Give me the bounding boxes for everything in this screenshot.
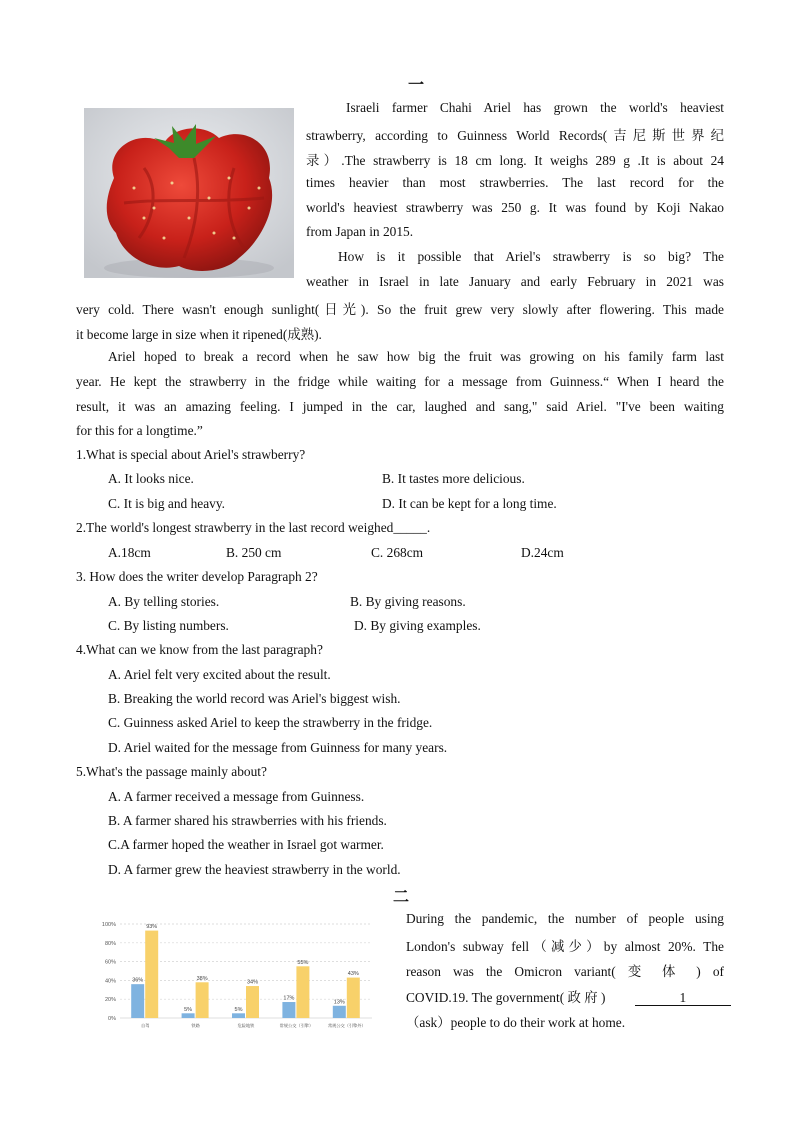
q5-option-b: B. A farmer shared his strawberries with his friends.: [108, 813, 387, 828]
para1-line: world's heaviest strawberry was 250 g. It was found by Koji Nakao: [306, 200, 724, 215]
para2-line: it become large in size when it ripened(成熟).: [76, 327, 322, 342]
question-5: 5.What's the passage mainly about?: [76, 764, 267, 779]
para2-line: How is it possible that Ariel's strawberry is so big? The: [338, 249, 724, 264]
para3-line: for this for a longtime.”: [76, 423, 203, 438]
q2-option-c: C. 268cm: [371, 545, 424, 560]
data-label: 93%: [146, 924, 158, 931]
question-1: 1.What is special about Ariel's strawberry?: [76, 447, 306, 462]
para1-line: strawberry, according to Guinness World Records(吉尼斯世界纪: [306, 128, 724, 143]
data-label: 43%: [347, 971, 359, 978]
section-marker-2: 二: [393, 889, 410, 906]
para3-line: year. He kept the strawberry in the fridge while waiting for a message from Guinness.“ When I heard the: [76, 374, 724, 389]
y-tick-label: 40%: [104, 978, 116, 985]
q3-option-d: D. By giving examples.: [354, 618, 481, 633]
para1-line: Israeli farmer Chahi Ariel has grown the world's heaviest: [346, 100, 724, 115]
q3-option-c: C. By listing numbers.: [108, 618, 229, 633]
para3-line: result, it was an amazing feeling. I jumped in the car, laughed and sang," said Ariel. "I've been waiting: [76, 399, 724, 414]
q2-option-b: B. 250 cm: [226, 545, 282, 560]
y-tick-label: 60%: [104, 959, 116, 966]
q1-option-b: B. It tastes more delicious.: [382, 471, 525, 486]
bar: [196, 982, 209, 1018]
para2-line: very cold. There wasn't enough sunlight(日光). So the fruit grew very slowly after flowering. This made: [76, 302, 724, 317]
data-label: 13%: [333, 999, 345, 1006]
bar: [296, 966, 309, 1018]
para1-line: times heavier than most strawberries. The last record for the: [306, 175, 724, 190]
q3-option-b: B. By giving reasons.: [350, 594, 466, 609]
data-label: 34%: [246, 979, 259, 986]
q4-option-a: A. Ariel felt very excited about the result.: [108, 667, 331, 682]
section2-line-4-text: COVID.19. The government( 政 府 ): [406, 990, 606, 1005]
section-marker-1: 一: [408, 77, 425, 94]
q4-option-d: D. Ariel waited for the message from Guinness for many years.: [108, 740, 448, 755]
strawberry-photo: [84, 108, 294, 278]
data-label: 36%: [132, 977, 144, 984]
q1-option-a: A. It looks nice.: [108, 471, 194, 486]
q5-option-d: D. A farmer grew the heaviest strawberry in the world.: [108, 862, 401, 877]
para3-line: Ariel hoped to break a record when he saw how big the fruit was growing on his family farm last: [108, 349, 724, 364]
y-tick-label: 0%: [108, 1016, 116, 1022]
y-tick-label: 80%: [104, 940, 116, 947]
section2-line-4: [406, 987, 762, 1006]
strawberry-image: [84, 108, 294, 278]
data-label: 5%: [184, 1006, 193, 1013]
question-4: 4.What can we know from the last paragraph?: [76, 642, 323, 657]
bar: [282, 1002, 295, 1018]
bar: [182, 1013, 195, 1018]
bar: [246, 986, 259, 1018]
x-tick-label: 常规公交（引擎）: [279, 1023, 314, 1028]
x-tick-label: 自驾: [141, 1023, 150, 1028]
data-label: 5%: [234, 1006, 243, 1013]
section2-line: reason was the Omicron variant( 变 体 ) of: [406, 964, 724, 979]
x-tick-label: 常规公交（引擎外）: [327, 1023, 366, 1028]
bar: [145, 931, 158, 1018]
para1-line: from Japan in 2015.: [306, 224, 414, 239]
q2-option-d: D.24cm: [521, 545, 564, 560]
q1-option-d: D. It can be kept for a long time.: [382, 496, 557, 511]
para2-line: weather in Israel in late January and early February in 2021 was: [306, 274, 724, 289]
q4-option-b: B. Breaking the world record was Ariel's biggest wish.: [108, 691, 401, 706]
x-tick-label: 危险地铁: [237, 1023, 255, 1028]
data-label: 55%: [297, 959, 309, 966]
q3-option-a: A. By telling stories.: [108, 594, 220, 609]
q2-option-a: A.18cm: [108, 545, 151, 560]
bar: [232, 1013, 245, 1018]
bar: [333, 1006, 346, 1018]
bar-chart: [84, 912, 380, 1038]
bar: [131, 984, 144, 1018]
q4-option-c: C. Guinness asked Ariel to keep the strawberry in the fridge.: [108, 715, 433, 730]
section2-line-5: （ask）people to do their work at home.: [406, 1015, 626, 1030]
section2-line: London's subway fell（减少）by almost 20%. The: [406, 939, 724, 954]
section2-line: During the pandemic, the number of people using: [406, 911, 724, 926]
data-label: 38%: [196, 975, 208, 982]
answer-blank-1[interactable]: 1: [635, 991, 731, 1006]
x-tick-label: 铁路: [191, 1023, 200, 1028]
data-label: 17%: [283, 995, 295, 1002]
y-tick-label: 100%: [101, 922, 116, 928]
question-3: 3. How does the writer develop Paragraph 2?: [76, 569, 318, 584]
para1-line: 录）.The strawberry is 18 cm long. It weighs 289 g .It is about 24: [306, 153, 724, 168]
bar: [347, 978, 360, 1018]
q1-option-c: C. It is big and heavy.: [108, 496, 226, 511]
q5-option-a: A. A farmer received a message from Guinness.: [108, 789, 365, 804]
q5-option-c: C.A farmer hoped the weather in Israel got warmer.: [108, 837, 384, 852]
question-2: 2.The world's longest strawberry in the last record weighed_____.: [76, 520, 431, 535]
y-tick-label: 20%: [104, 997, 116, 1004]
subway-usage-chart: [84, 912, 380, 1038]
